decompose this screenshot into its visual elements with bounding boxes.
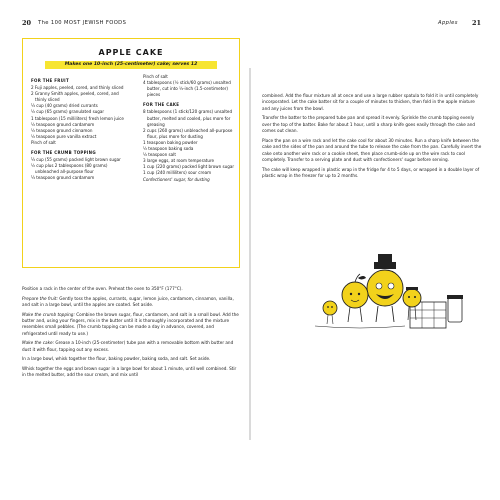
book-gutter (249, 68, 251, 440)
ingredient-item: ¼ teaspoon ground cardamom (31, 175, 95, 181)
jar (448, 298, 462, 322)
ingredient-item: ½ teaspoon ground cinnamon (31, 127, 93, 133)
ingredient-item: 2 Granny Smith apples, peeled, cored, and thinly sliced (31, 91, 119, 103)
right-page-paragraph: Transfer the batter to the prepared tube pan and spread it evenly. Sprinkle the crumb topping evenly over the top of the batter. Bake for about 1 hour, until a sharp knife goes easily through the cake and comes out clean. (262, 115, 476, 134)
method-step-lead: Make the crumb topping: (22, 311, 75, 317)
recipe-card (22, 38, 240, 268)
ingredient-item: Pinch of salt (31, 139, 56, 145)
ingredient-item: ½ cup (65 grams) granulated sugar (31, 109, 105, 115)
left-page-number: 20 (22, 19, 32, 27)
ingredient-item: 3 large eggs, at room temperature (143, 158, 215, 164)
right-page-text (262, 93, 484, 183)
recipe-title: APPLE CAKE (98, 48, 164, 57)
right-page-paragraph: Place the pan on a wire rack and let the cake cool for about 30 minutes. Run a sharp knife between the cake and the sides of the pan and around the tube to release the cake from the pan. Carefully invert the cake onto another wire rack or a cookie sheet, then place crumb-side up on the wire rack to cool completely. Transfer to a serving plate and dust with confectioners' sugar before serving. (262, 137, 482, 163)
right-page-number: 21 (472, 19, 482, 27)
method-text (22, 286, 240, 382)
ingredient-item: ¼ cup (40 grams) dried currants (31, 103, 98, 109)
apple-character-tiny (323, 301, 337, 324)
ingredient-item: 4 tablespoons (½ stick/60 grams) unsalted butter, cut into ½-inch (1.5-centimeter) pieces (143, 80, 231, 98)
ingredient-item: Pinch of salt (143, 74, 168, 79)
right-page-paragraph: The cake will keep wrapped in plastic wrap in the fridge for 4 to 5 days, or wrapped in a double layer of plastic wrap in the freezer for up to 2 months. (262, 166, 480, 179)
ingredient-item: 1 cup (240 milliliters) sour cream (143, 170, 212, 176)
ingredient-item: 1 tablespoon (15 milliliters) fresh lemon juice (31, 115, 124, 121)
apple-character-large (367, 254, 403, 322)
ingredient-item: ¼ cup (55 grams) packed light brown sugar (31, 157, 121, 163)
ingredient-item: Confectioners' sugar, for dusting (143, 176, 210, 182)
method-paragraph: In a large bowl, whisk together the flour, baking powder, baking soda, and salt. Set aside. (22, 356, 211, 362)
ingredient-item: 8 tablespoons (1 stick/120 grams) unsalted butter, melted and cooled, plus more for greasing (143, 109, 233, 127)
apple-character-medium (342, 274, 368, 322)
ingredient-section-heading: FOR THE CAKE (143, 102, 180, 108)
ingredient-item: ½ teaspoon pure vanilla extract (31, 133, 97, 139)
method-step-lead: Prepare the fruit: (22, 295, 58, 301)
method-paragraph: Make the crumb topping: Combine the brown sugar, flour, cardamom, and salt in a small bowl. Add the butter and, using your fingers, mix in the butter until it is thoroughly incorporated and the mixture resembles small pebbles. (The crumb topping can be made a day in advance, covered, and refrigerated until ready to use.) (22, 311, 239, 336)
ingredient-item: ½ cup plus 2 tablespoons (80 grams) unbleached all-purpose flour (31, 163, 108, 175)
ingredient-item: ½ teaspoon baking soda (143, 146, 194, 152)
method-step-lead: Make the cake: (22, 340, 54, 346)
ingredients-left-column (31, 74, 125, 182)
ingredient-item: 1 teaspoon baking powder (143, 139, 198, 145)
left-running-head: The 100 MOST JEWISH FOODS (38, 20, 127, 26)
ingredients-right-column (143, 74, 235, 183)
method-paragraph: Make the cake: Grease a 10-inch (25-centimeter) tube pan with a removable bottom with butter and dust it with flour, tapping out any excess. (22, 340, 234, 352)
ingredient-item: 1 cup (220 grams) packed light brown sugar (143, 164, 235, 170)
apple-family-illustration (300, 240, 470, 340)
method-paragraph: Prepare the fruit: Gently toss the apples, currants, sugar, lemon juice, cardamom, cinnamon, vanilla, and salt in a large bowl, until the apples are coated. Set aside. (22, 295, 234, 307)
right-running-head: Apples (438, 20, 458, 26)
ingredient-item: ½ teaspoon ground cardamom (31, 121, 95, 127)
ingredient-item: 2 Fuji apples, peeled, cored, and thinly sliced (31, 85, 124, 91)
ingredient-section-heading: FOR THE FRUIT (31, 78, 69, 83)
method-paragraph: Position a rack in the center of the oven. Preheat the oven to 350°F (177°C). (22, 286, 183, 291)
recipe-yield: Makes one 10-inch (25-centimeter) cake; serves 12 (45, 61, 217, 69)
ingredient-section-heading: FOR THE CRUMB TOPPING (31, 150, 96, 156)
method-paragraph: Whisk together the eggs and brown sugar in a large bowl for about 1 minute, until well combined. Stir in the melted butter, add the sour cream, and mix until (22, 366, 237, 378)
ingredient-item: ½ teaspoon salt (143, 152, 176, 158)
ingredient-item: 2 cups (260 grams) unbleached all-purpose flour, plus more for dusting (143, 127, 233, 139)
right-page-paragraph: combined. Add the flour mixture all at once and use a large rubber spatula to fold it in until completely incorporated. Let the cake batter sit for a couple of minutes to thicken, then fold in the apple mixture and any juices from the bowl. (262, 93, 479, 111)
